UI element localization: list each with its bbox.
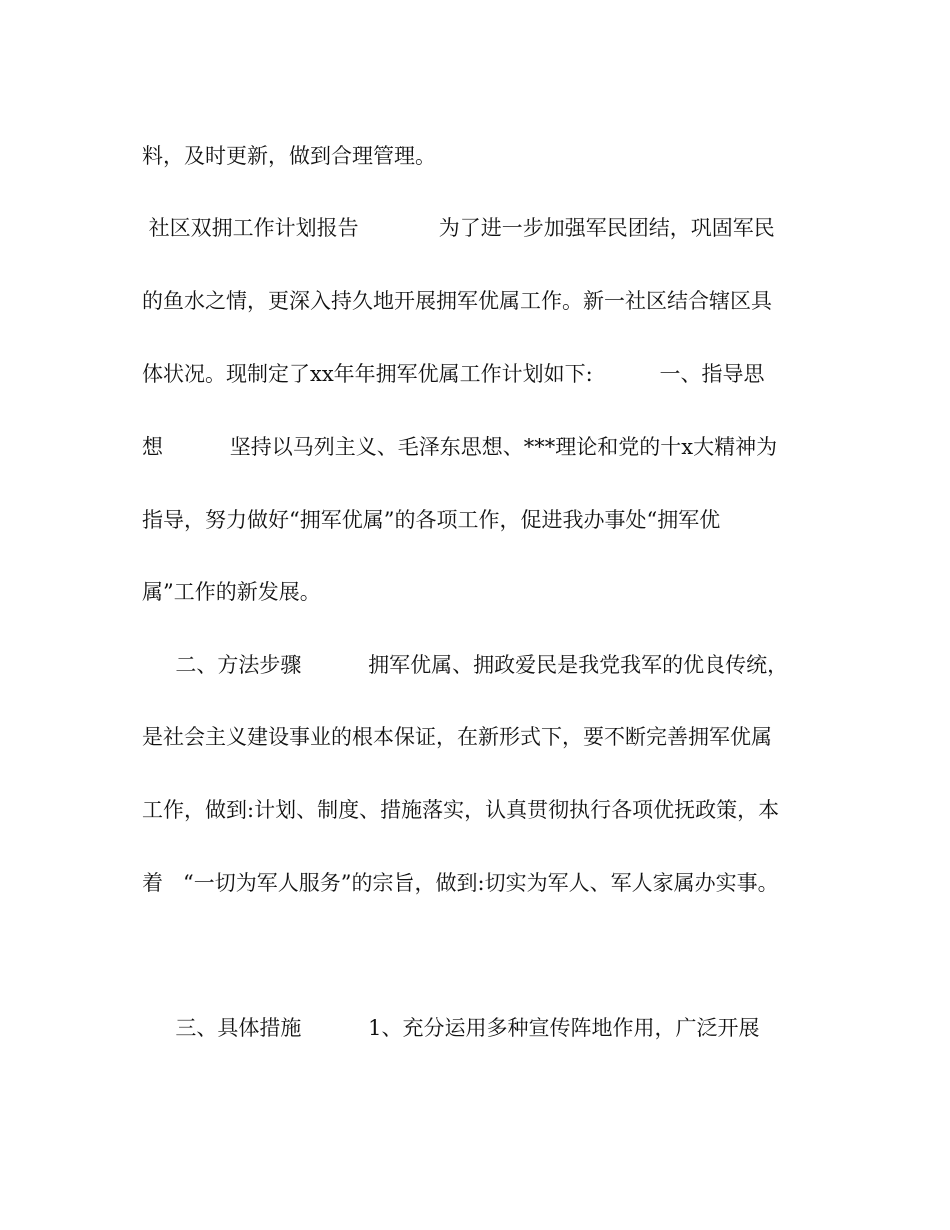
text-line-10: 工作，做到:计划、制度、措施落实，认真贯彻执行各项优抚政策，本 (142, 798, 780, 822)
text-line-7: 属”工作的新发展。 (142, 580, 321, 604)
text-line-9: 是社会主义建设事业的根本保证，在新形式下，要不断完善拥军优属 (142, 725, 772, 749)
text-line-4: 体状况。现制定了xx年年拥军优属工作计划如下: 一、指导思 (142, 362, 765, 386)
text-line-6: 指导，努力做好“拥军优属”的各项工作，促进我办事处“拥军优 (142, 508, 721, 532)
text-line-5: 想 坚持以马列主义、毛泽东思想、***理论和党的十x大精神为 (142, 435, 778, 459)
text-line-12: 三、具体措施 1、充分运用多种宣传阵地作用，广泛开展 (142, 1016, 760, 1040)
text-line-2: 社区双拥工作计划报告 为了进一步加强军民团结，巩固军民 (142, 216, 775, 240)
text-line-3: 的鱼水之情，更深入持久地开展拥军优属工作。新一社区结合辖区具 (142, 289, 772, 313)
text-line-11: 着 “一切为军人服务”的宗旨，做到:切实为军人、军人家属办实事。 (142, 871, 779, 895)
text-line-1: 料，及时更新，做到合理管理。 (142, 144, 436, 168)
text-line-8: 二、方法步骤 拥军优属、拥政爱民是我党我军的优良传统， (142, 653, 789, 677)
